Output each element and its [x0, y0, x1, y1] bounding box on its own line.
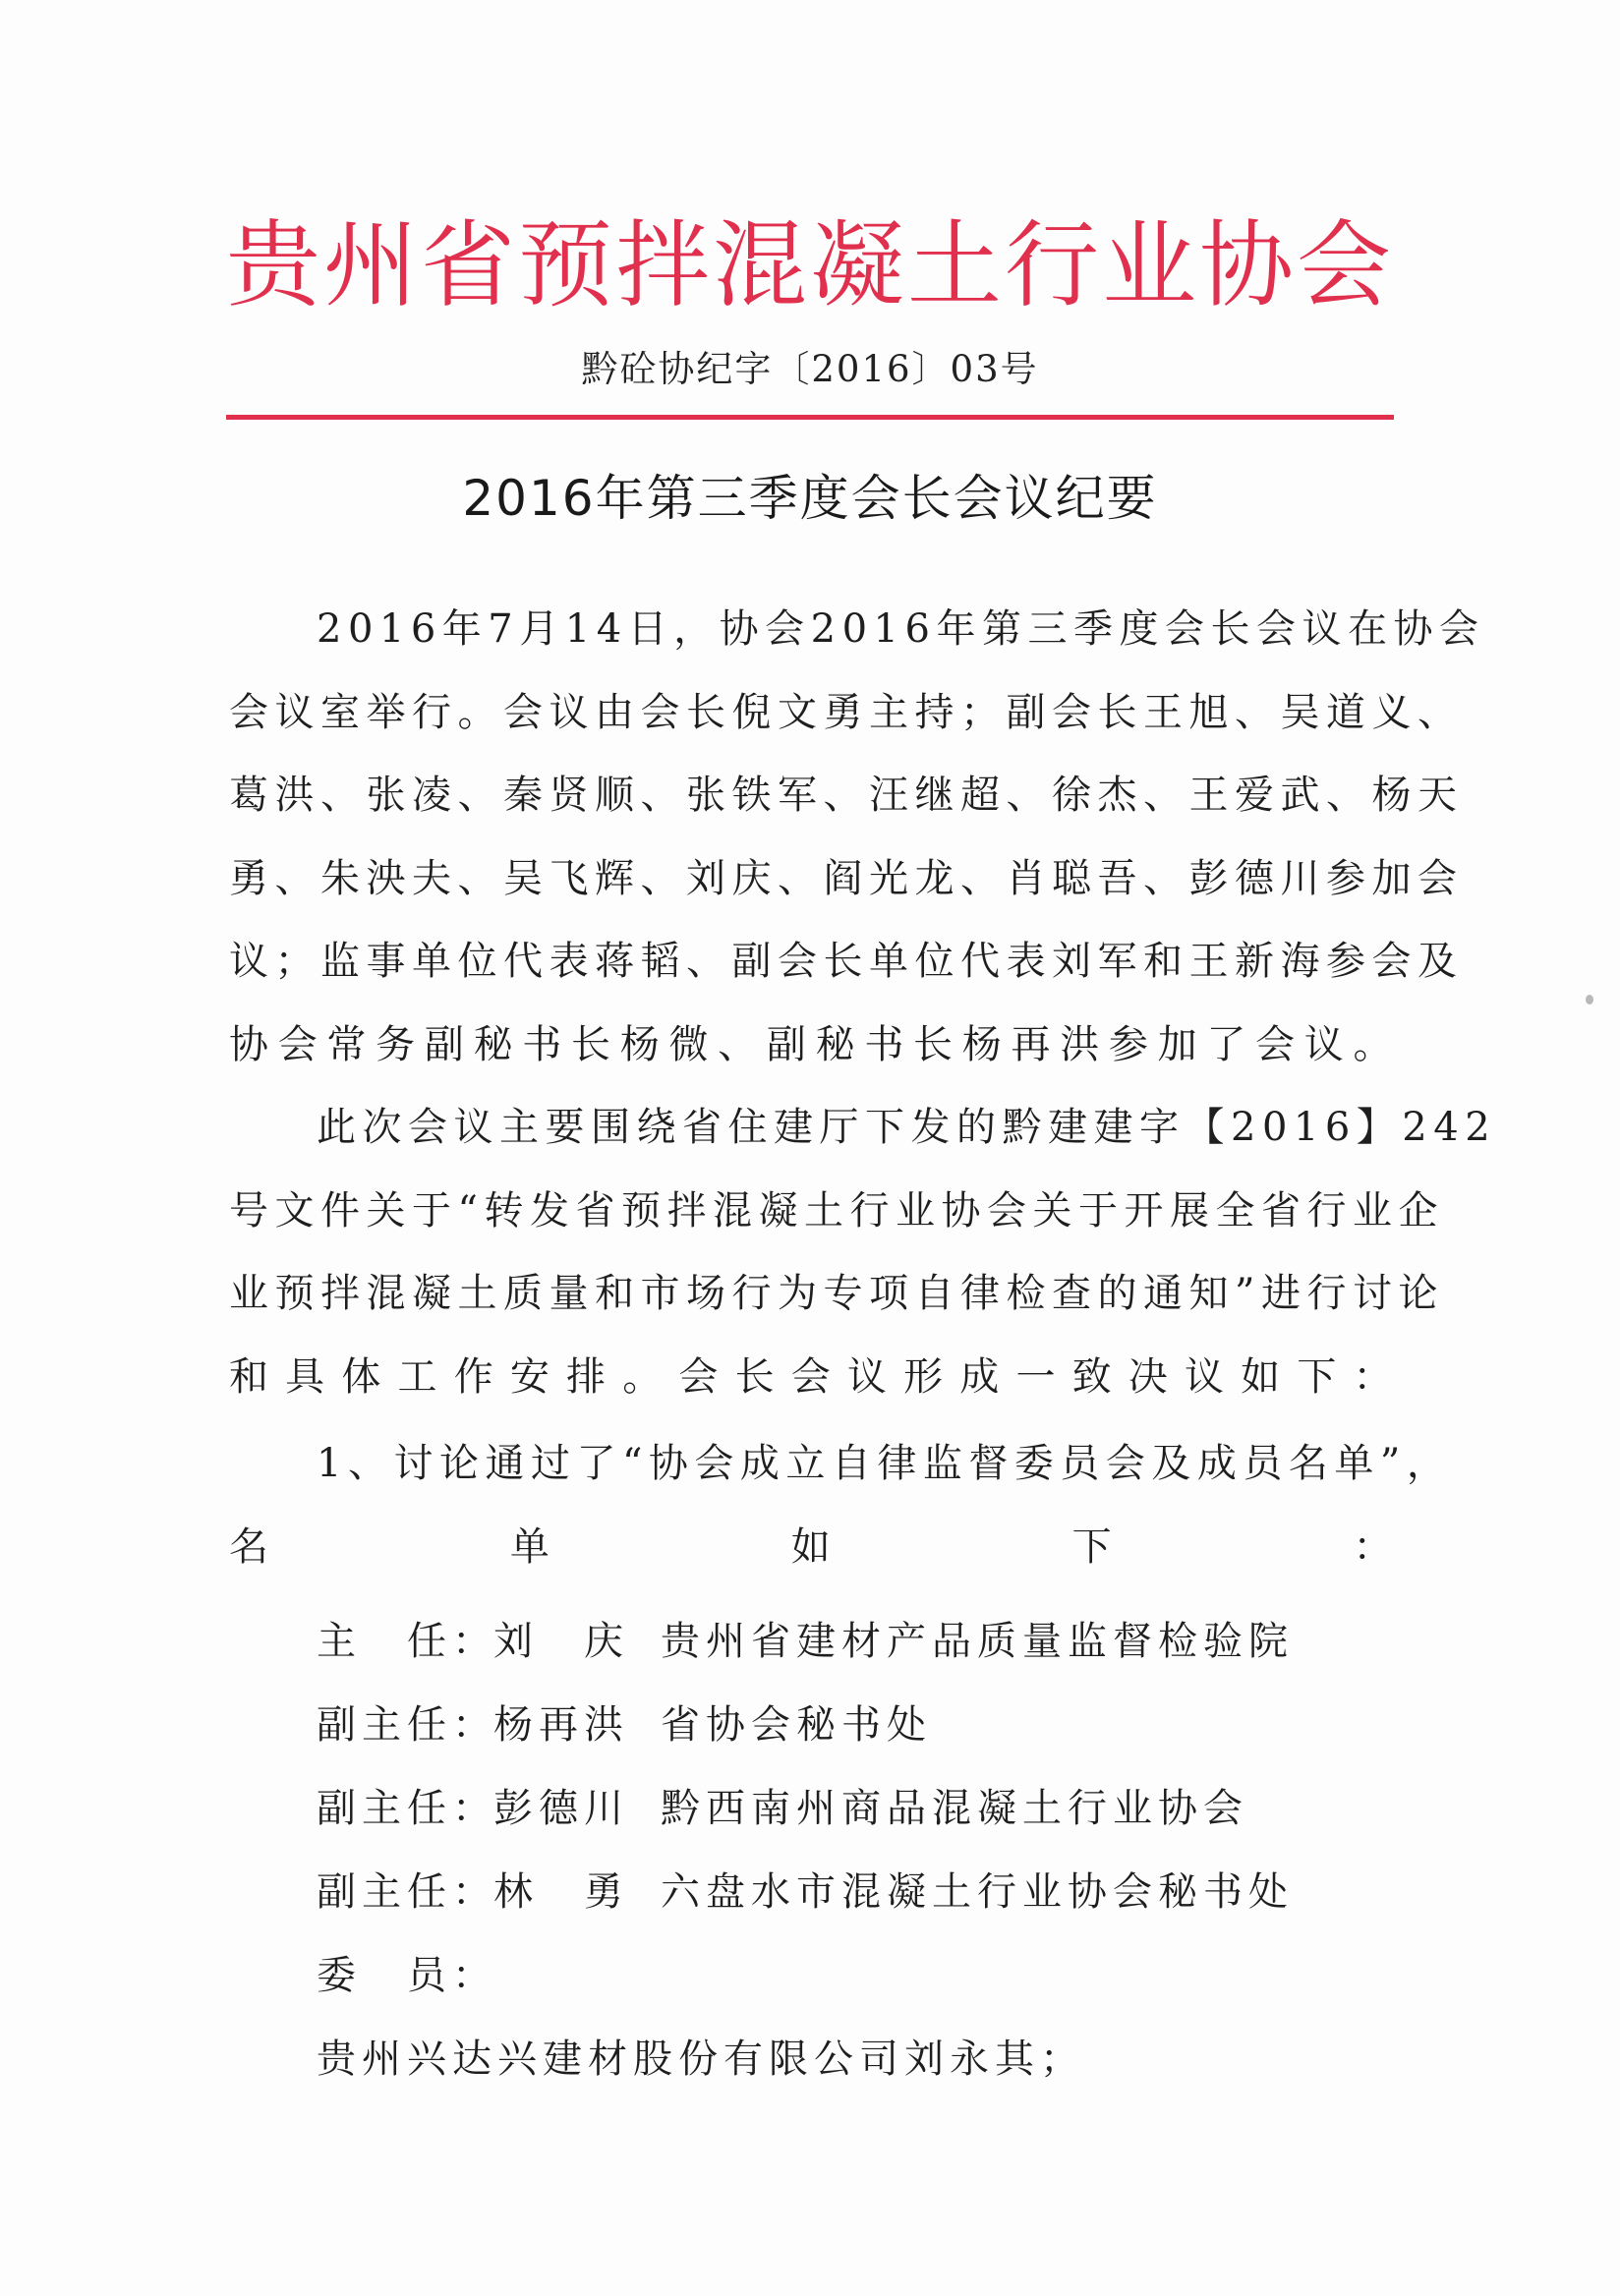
text-line: 和具体工作安排。会长会议形成一致决议如下：: [229, 1353, 1399, 1400]
document-title: 2016年第三季度会长会议纪要: [462, 470, 1158, 527]
member-organization: 六盘水市混凝土行业协会秘书处: [661, 1869, 1294, 1915]
text-line: 葛洪、张凌、秦贤顺、张铁军、汪继超、徐杰、王爱武、杨天: [229, 773, 1464, 818]
scan-artifact-dot: [1586, 995, 1593, 1004]
committee-director-row: [317, 1612, 1294, 1671]
text-line: 2016年7月14日，协会2016年第三季度会长会议在协会: [317, 606, 1485, 652]
text-line: 名单如下：: [229, 1523, 1399, 1570]
text-line: 业预拌混凝土质量和市场行为专项自律检查的通知”进行讨论: [229, 1271, 1444, 1316]
committee-deputy-row: [317, 1695, 932, 1754]
text-line: 勇、朱泱夫、吴飞辉、刘庆、阎光龙、肖聪吾、彭德川参加会: [229, 855, 1464, 901]
role-label: 副主任：: [317, 1786, 497, 1831]
committee-deputy-row: [317, 1863, 1294, 1922]
red-divider-line: [226, 415, 1394, 420]
role-label: 副主任：: [317, 1702, 497, 1748]
member-name: 彭德川: [493, 1786, 629, 1831]
text-line: 号文件关于“转发省预拌混凝土行业协会关于开展全省行业企: [229, 1187, 1444, 1234]
paragraph-resolution-1: [229, 1422, 1453, 1588]
member-organization: 黔西南州商品混凝土行业协会: [661, 1786, 1248, 1831]
member-organization: 贵州省建材产品质量监督检验院: [661, 1619, 1294, 1664]
committee-members-label: 委 员：: [317, 1953, 497, 1998]
text-line: 议；监事单位代表蒋韬、副会长单位代表刘军和王新海参会及: [229, 939, 1464, 984]
member-name: 杨再洪: [493, 1702, 629, 1748]
committee-member-entry: 贵州兴达兴建材股份有限公司刘永其；: [317, 2037, 1085, 2082]
member-name: 林 勇: [493, 1869, 629, 1915]
text-line: 1、讨论通过了“协会成立自律监督委员会及成员名单”，: [317, 1441, 1453, 1486]
paragraph-meeting-topic: [229, 1086, 1497, 1418]
role-label: 主 任：: [317, 1619, 497, 1664]
text-line: 会议室举行。会议由会长倪文勇主持；副会长王旭、吴道义、: [229, 689, 1464, 735]
text-line: 协会常务副秘书长杨微、副秘书长杨再洪参加了会议。: [229, 1021, 1399, 1067]
paragraph-meeting-attendance: [229, 588, 1485, 1086]
text-line: 此次会议主要围绕省住建厅下发的黔建建字【2016】242: [317, 1105, 1497, 1150]
role-label: 副主任：: [317, 1869, 497, 1915]
document-number: 黔砼协纪字〔2016〕03号: [581, 348, 1039, 390]
member-name: 刘 庆: [493, 1619, 629, 1664]
committee-deputy-row: [317, 1779, 1248, 1838]
member-organization: 省协会秘书处: [661, 1702, 932, 1748]
organization-header: 贵州省预拌混凝土行业协会: [226, 210, 1394, 320]
